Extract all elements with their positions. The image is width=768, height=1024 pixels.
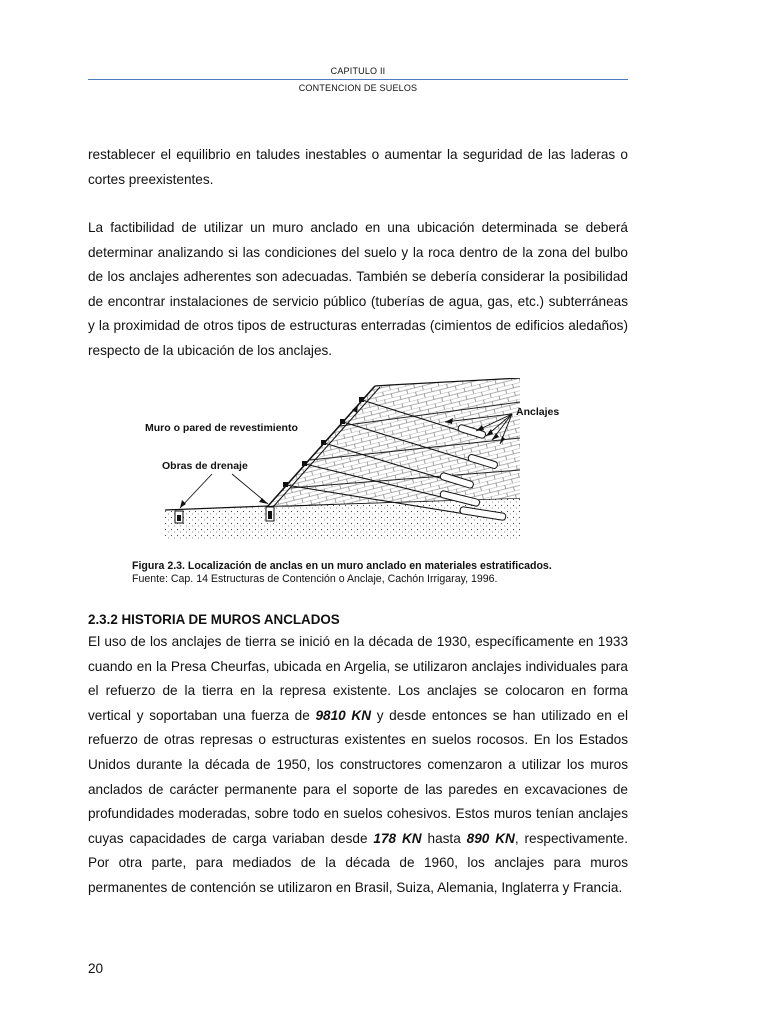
force-value: 9810 KN	[315, 707, 372, 723]
history-text-1: El uso de los anclajes de tierra se inició en la década de 1930, específicamente en 1933 cuando en la Presa Cheurfas, ubicada en Argelia, se utilizaron anclajes individuales para el refuerzo de la tierra en la represa existente. Los anclajes se colocaron en forma vertical y soportaban una fuerza de	[88, 634, 628, 723]
anchored-wall-figure	[140, 378, 580, 550]
paragraph-intro: restablecer el equilibrio en taludes inestables o aumentar la seguridad de las laderas o cortes preexistentes.	[88, 147, 628, 187]
label-wall: Muro o pared de revestimiento	[145, 422, 298, 434]
header-rule	[88, 79, 628, 80]
caption-source: Fuente: Cap. 14 Estructuras de Contención o Anclaje, Cachón Irrigaray, 1996.	[132, 573, 498, 585]
label-anchors: Anclajes	[516, 406, 560, 418]
section-heading: 2.3.2 HISTORIA DE MUROS ANCLADOS	[88, 612, 340, 627]
paragraph-history	[88, 630, 628, 901]
page-number: 20	[88, 961, 104, 976]
caption-title: Figura 2.3. Localización de anclas en un muro anclado en materiales estratificados.	[132, 560, 552, 572]
page-header	[88, 64, 628, 94]
history-text-2: y desde entonces se han utilizado en el refuerzo de otras represas o estructuras existentes en suelos rocosos. En los Estados Unidos durante la década de 1950, los constructores comenzaron a utilizar los muros anclados de carácter permanente para el soporte de las paredes en excavaciones de profundidades moderadas, sobre todo en suelos cohesivos. Estos muros tenían anclajes cuyas capacidades de carga variaban desde	[88, 707, 628, 846]
max-load-value: 890 KN	[466, 830, 515, 846]
figure-caption	[132, 560, 552, 586]
label-drainage: Obras de drenaje	[162, 460, 248, 472]
history-text-4: , respectivamente. Por otra parte, para mediados de la década de 1960, los anclajes para muros permanentes de contención se utilizaron en Brasil, Suiza, Alemania, Inglaterra y Francia.	[88, 830, 629, 895]
paragraph-feasibility: La factibilidad de utilizar un muro anclado en una ubicación determinada se deberá determinar analizando si las condiciones del suelo y la roca dentro de la zona del bulbo de los anclajes adherentes son adecuadas. También se debería considerar la posibilidad de encontrar instalaciones de servicio público (tuberías de agua, gas, etc.) subterráneas y la proximidad de otros tipos de estructuras enterradas (cimientos de edificios aledaños) respecto de la ubicación de los anclajes.	[88, 220, 628, 358]
chapter-title: CONTENCION DE SUELOS	[298, 83, 418, 93]
chapter-label: CAPITULO II	[330, 66, 386, 76]
history-text-3: hasta	[421, 830, 467, 846]
min-load-value: 178 KN	[373, 830, 422, 846]
